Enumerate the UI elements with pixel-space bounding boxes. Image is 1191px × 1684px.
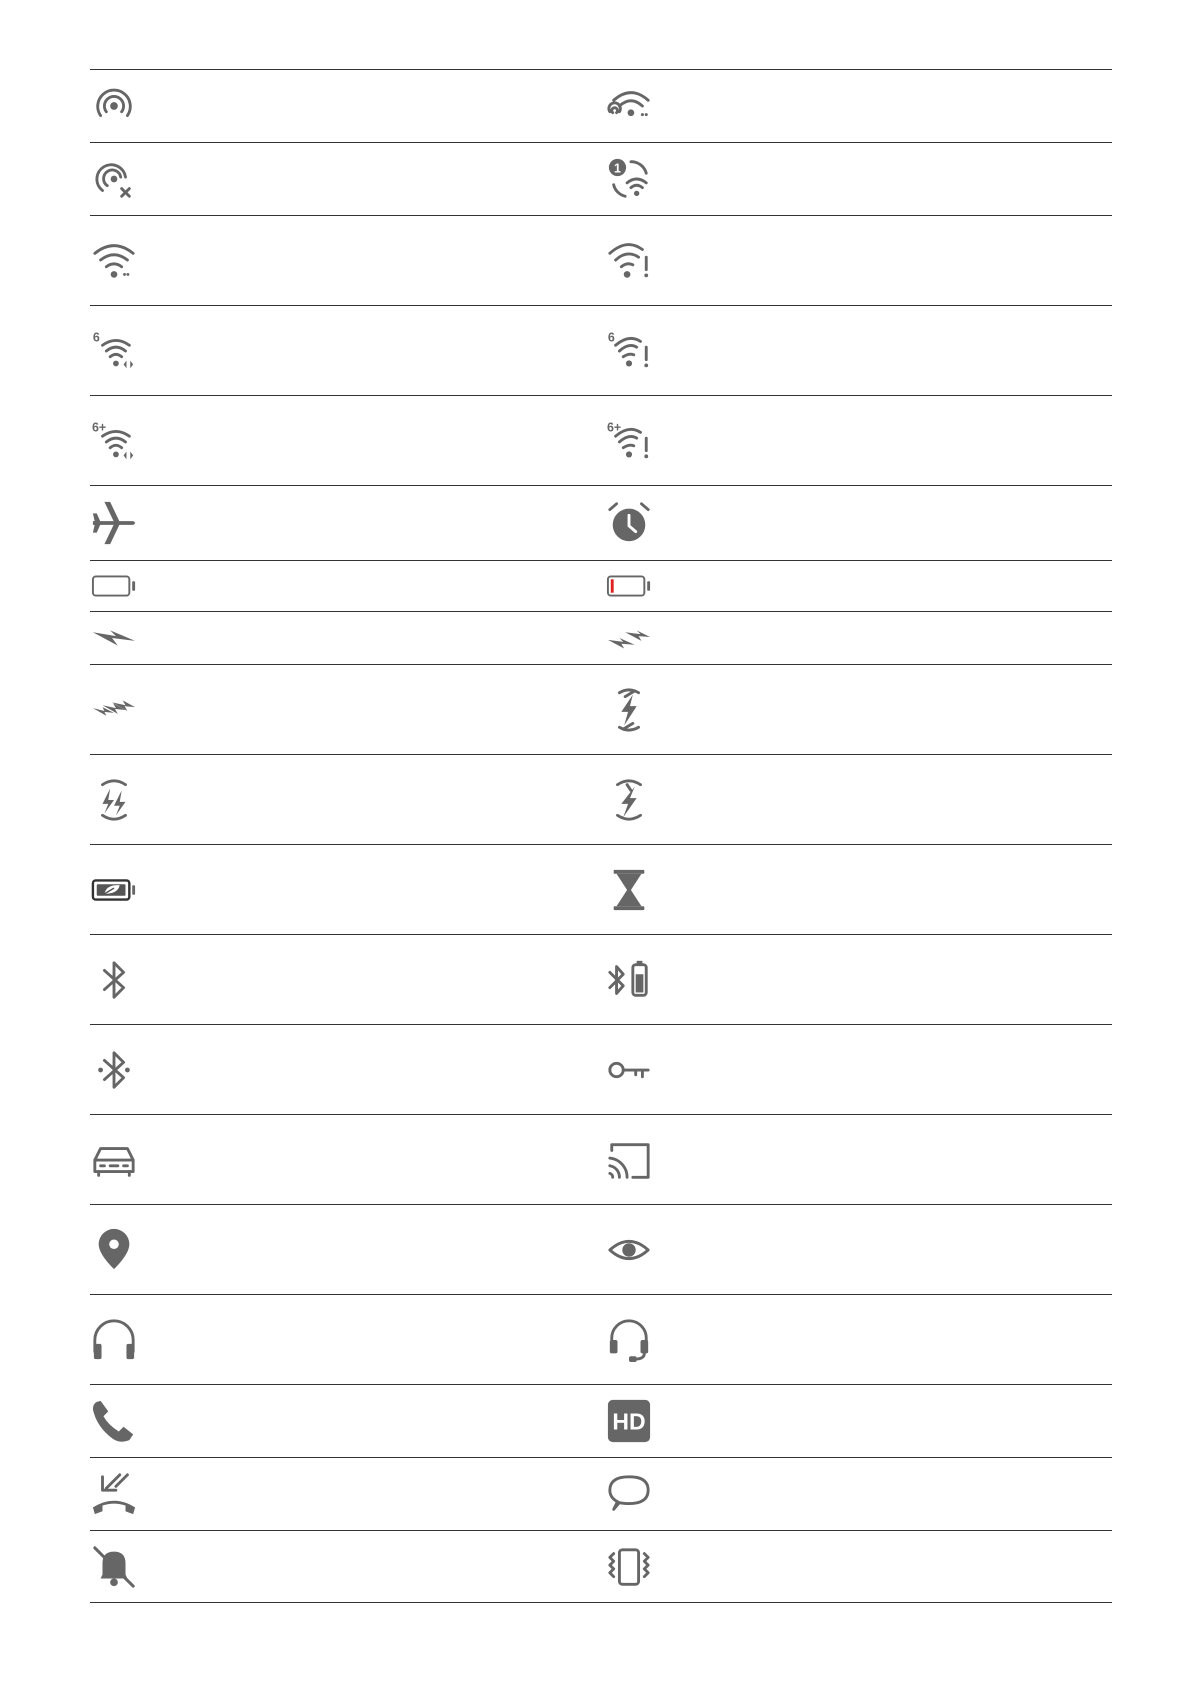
table-cell [90, 70, 138, 142]
table-cell [90, 561, 138, 611]
super-charging-icon [605, 614, 653, 662]
table-row [90, 1204, 1112, 1294]
table-row [90, 1114, 1112, 1204]
table-cell [90, 612, 138, 664]
table-row [90, 1294, 1112, 1384]
table-cell [605, 845, 653, 934]
table-cell [605, 1458, 653, 1530]
table-cell [90, 1458, 138, 1530]
screen-projection-icon [605, 1136, 653, 1184]
table-cell [90, 1531, 138, 1602]
table-cell [605, 143, 653, 215]
hotspot-icon [90, 82, 138, 130]
wifi-data-icon [90, 237, 138, 285]
wifi6-label: 6 [607, 329, 615, 344]
table-cell [605, 1385, 653, 1457]
table-cell [90, 306, 138, 395]
charging-icon [90, 614, 138, 662]
wifi6plus-label: 6+ [91, 419, 107, 434]
table-cell [605, 306, 653, 395]
table-cell [90, 755, 138, 844]
table-cell [90, 486, 138, 560]
wifi6plus-no-internet-icon [605, 417, 653, 465]
bluetooth-icon [90, 956, 138, 1004]
table-row [90, 142, 1112, 215]
wireless-super-charging-icon [605, 686, 653, 734]
driving-mode-icon [90, 1136, 138, 1184]
table-cell [605, 612, 653, 664]
table-cell [90, 1205, 138, 1294]
table-cell [90, 935, 138, 1024]
table-cell [605, 1531, 653, 1602]
table-row [90, 305, 1112, 395]
table-row [90, 844, 1112, 934]
table-row [90, 69, 1112, 142]
dual-wifi-sync-icon [605, 155, 653, 203]
headset-icon [90, 1316, 138, 1364]
table-cell [605, 1205, 653, 1294]
wifi6-label: 6 [92, 329, 100, 344]
table-cell [90, 665, 138, 754]
table-cell [605, 755, 653, 844]
wifi6plus-label: 6+ [606, 419, 622, 434]
volte-hd-icon [605, 1397, 653, 1445]
table-row [90, 1384, 1112, 1457]
unread-message-icon [605, 1470, 653, 1518]
super-charging-max-icon [90, 686, 138, 734]
alarm-icon [605, 499, 653, 547]
table-cell [90, 1025, 138, 1114]
digital-balance-hourglass-icon [605, 866, 653, 914]
headset-with-mic-icon [605, 1316, 653, 1364]
hotspot-disconnected-icon [90, 155, 138, 203]
table-cell [605, 1025, 653, 1114]
table-cell [605, 561, 653, 611]
wireless-charging-icon [90, 776, 138, 824]
table-row [90, 934, 1112, 1024]
battery-low-icon [605, 562, 653, 610]
wifi-no-internet-icon [605, 237, 653, 285]
table-row [90, 611, 1112, 664]
wifi6-no-internet-icon [605, 327, 653, 375]
table-cell [605, 935, 653, 1024]
wifi6-data-icon [90, 327, 138, 375]
bluetooth-battery-icon [605, 956, 653, 1004]
table-row [90, 754, 1112, 844]
table-row [90, 1457, 1112, 1530]
table-cell [90, 1295, 138, 1384]
table-row [90, 1024, 1112, 1114]
status-icon-table [90, 69, 1112, 1603]
vpn-key-icon [605, 1046, 653, 1094]
eye-comfort-icon [605, 1226, 653, 1274]
table-cell [605, 70, 653, 142]
table-row [90, 485, 1112, 560]
location-icon [90, 1226, 138, 1274]
table-row [90, 1530, 1112, 1603]
wifi-hotspot-sharing-icon [605, 82, 653, 130]
table-cell [605, 216, 653, 305]
table-cell [90, 1115, 138, 1204]
missed-call-icon [90, 1470, 138, 1518]
table-cell [605, 665, 653, 754]
table-cell [90, 143, 138, 215]
table-cell [605, 486, 653, 560]
dual-sim-label: 1 [614, 161, 621, 176]
table-row [90, 560, 1112, 611]
power-saving-mode-icon [90, 866, 138, 914]
call-in-progress-icon [90, 1397, 138, 1445]
table-cell [605, 1295, 653, 1384]
table-cell [90, 1385, 138, 1457]
bluetooth-connected-icon [90, 1046, 138, 1094]
table-row [90, 215, 1112, 305]
table-row [90, 395, 1112, 485]
table-cell [605, 396, 653, 485]
silent-mode-icon [90, 1543, 138, 1591]
hd-label: HD [612, 1408, 646, 1435]
table-cell [90, 396, 138, 485]
vibration-mode-icon [605, 1543, 653, 1591]
battery-empty-icon [90, 562, 138, 610]
table-cell [605, 1115, 653, 1204]
table-cell [90, 216, 138, 305]
table-cell [90, 845, 138, 934]
wireless-super-charging-alt-icon [605, 776, 653, 824]
wifi6plus-data-icon [90, 417, 138, 465]
airplane-mode-icon [90, 499, 138, 547]
table-row [90, 664, 1112, 754]
